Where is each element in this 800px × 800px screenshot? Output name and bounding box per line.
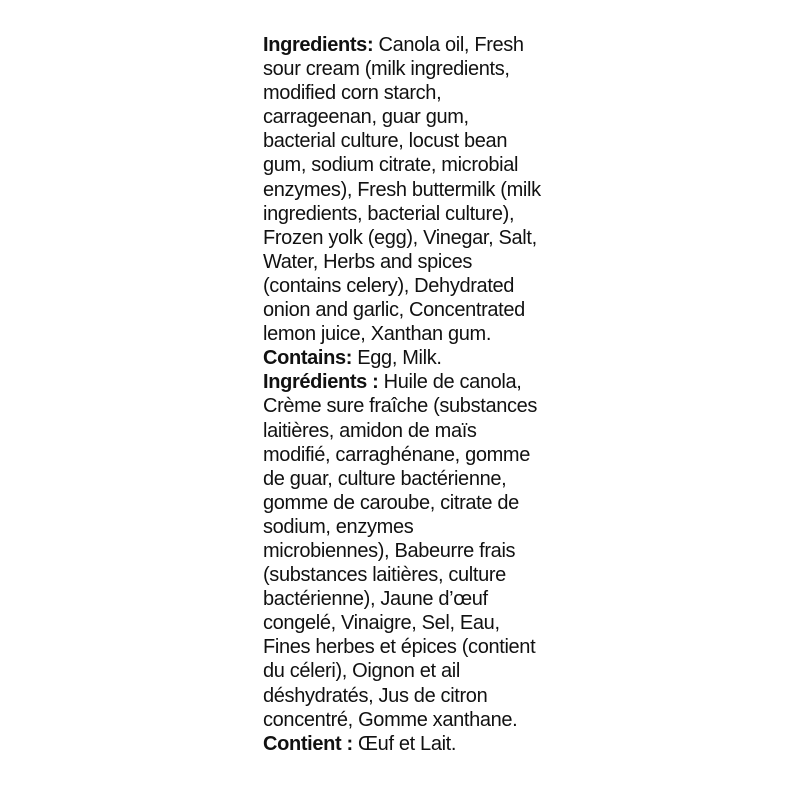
french-contains-text: Œuf et Lait. [352,732,457,755]
french-ingredients-line-5: de guar, culture bactérienne, [263,467,507,490]
english-contains-text: Egg, Milk. [352,347,442,370]
english-ingredients-line-5: bacterial culture, locust bean [263,130,508,153]
french-contains-heading: Contient : [263,732,353,755]
french-ingredients-line-2: Crème sure fraîche (substances [263,395,538,418]
english-ingredients-block [263,33,563,370]
french-ingredients-line-7: sodium, enzymes [263,515,414,538]
english-ingredients-line-1 [263,33,563,57]
english-ingredients-line-13: lemon juice, Xanthan gum. [263,323,492,346]
english-ingredients-line-2: sour cream (milk ingredients, [263,58,510,81]
french-ingredients-line-6: gomme de caroube, citrate de [263,491,519,514]
french-ingredients-line-13: du céleri), Oignon et ail [263,660,460,683]
english-ingredients-line-11: (contains celery), Dehydrated [263,274,515,297]
english-ingredients-line-3: modified corn starch, [263,82,442,105]
english-ingredients-text-1: Canola oil, Fresh [373,34,524,56]
ingredient-label-panel [263,33,563,756]
english-ingredients-line-10: Water, Herbs and spices [263,250,473,273]
english-ingredients-line-9: Frozen yolk (egg), Vinegar, Salt, [263,226,537,249]
english-contains-line [263,346,563,370]
french-ingredients-line-10: bactérienne), Jaune d’œuf [263,588,488,611]
french-ingredients-line-15: concentré, Gomme xanthane. [263,708,518,731]
french-ingredients-line-12: Fines herbes et épices (contient [263,636,536,659]
french-ingredients-line-1 [263,370,563,394]
french-ingredients-text-1: Huile de canola, [378,371,522,394]
english-ingredients-heading: Ingredients: [263,34,374,56]
french-ingredients-block [263,370,563,756]
english-ingredients-line-6: gum, sodium citrate, microbial [263,154,519,177]
french-ingredients-line-3: laitières, amidon de maïs [263,419,477,442]
french-ingredients-line-11: congelé, Vinaigre, Sel, Eau, [263,612,500,635]
english-ingredients-line-7: enzymes), Fresh buttermilk (milk [263,178,541,201]
french-ingredients-line-14: déshydratés, Jus de citron [263,684,488,707]
english-contains-heading: Contains: [263,347,353,370]
english-ingredients-line-8: ingredients, bacterial culture), [263,202,515,225]
english-ingredients-line-12: onion and garlic, Concentrated [263,299,525,322]
french-ingredients-line-4: modifié, carraghénane, gomme [263,443,531,466]
french-contains-line [263,732,563,756]
french-ingredients-line-8: microbiennes), Babeurre frais [263,539,516,562]
english-ingredients-line-4: carrageenan, guar gum, [263,106,469,129]
french-ingredients-heading: Ingrédients : [263,371,379,394]
french-ingredients-line-9: (substances laitières, culture [263,564,506,587]
